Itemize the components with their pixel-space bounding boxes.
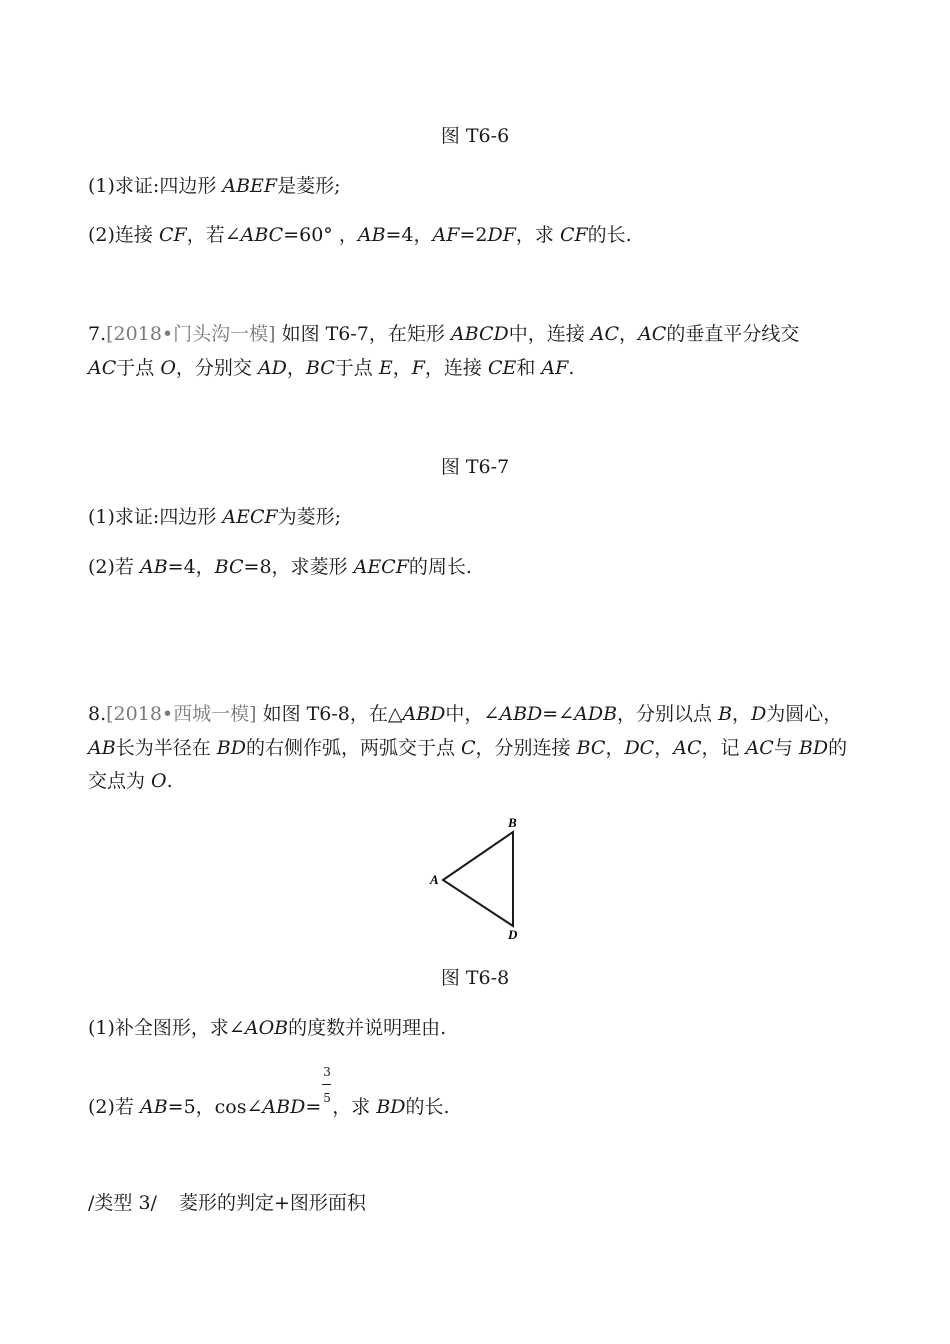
vertex-label-b: B xyxy=(508,815,517,830)
q7-part2: (2)若 AB=4，BC=8，求菱形 AECF的周长. xyxy=(88,556,472,578)
q6-part2: (2)连接 CF，若∠ABC=60° ，AB=4，AF=2DF，求 CF的长. xyxy=(88,224,632,246)
q7-part1: (1)求证:四边形 AECF为菱形; xyxy=(88,506,342,528)
question-source: [2018•西城一模] xyxy=(106,703,257,725)
q8-statement-line2: AB长为半径在 BD的右侧作弧，两弧交于点 C，分别连接 BC，DC，AC，记 AC与 BD的 xyxy=(88,737,848,759)
q8-part2: (2)若 AB=5，cos∠ABD= $\frac{3}{5}$ ，求 BD的长. xyxy=(88,1065,450,1118)
fraction: $\frac{3}{5}$ xyxy=(323,1065,331,1105)
triangle-abd xyxy=(443,832,513,926)
q8-statement-line3: 交点为 O. xyxy=(88,770,173,792)
q6-part1: (1)求证:四边形 ABEF是菱形; xyxy=(88,175,341,197)
question-number: 8. xyxy=(88,703,107,725)
vertex-label-d: D xyxy=(508,927,518,942)
q8-statement-line1: 8.[2018•西城一模] 如图 T6-8，在△ABD中，∠ABD=∠ADB，分别以点 B，D为圆心， xyxy=(88,703,843,725)
vertex-label-a: A xyxy=(430,872,439,887)
figure-caption-t6-8: 图 T6-8 xyxy=(440,967,510,989)
question-number: 7. xyxy=(88,323,107,345)
section-title: 菱形的判定+图形面积 xyxy=(178,1192,366,1214)
q8-part1: (1)补全图形，求∠AOB的度数并说明理由. xyxy=(88,1017,447,1039)
triangle-figure xyxy=(420,812,530,947)
figure-caption-t6-7: 图 T6-7 xyxy=(440,456,510,478)
section-heading xyxy=(88,1191,366,1215)
figure-caption-t6-6: 图 T6-6 xyxy=(440,125,510,147)
q7-statement-line2: AC于点 O，分别交 AD，BC于点 E，F，连接 CE和 AF. xyxy=(88,357,575,379)
question-source: [2018•门头沟一模] xyxy=(106,323,276,345)
section-tag: /类型 3/ xyxy=(88,1192,157,1214)
q7-statement-line1: 7.[2018•门头沟一模] 如图 T6-7，在矩形 ABCD中，连接 AC，AC的垂直平分线交 xyxy=(88,323,800,345)
